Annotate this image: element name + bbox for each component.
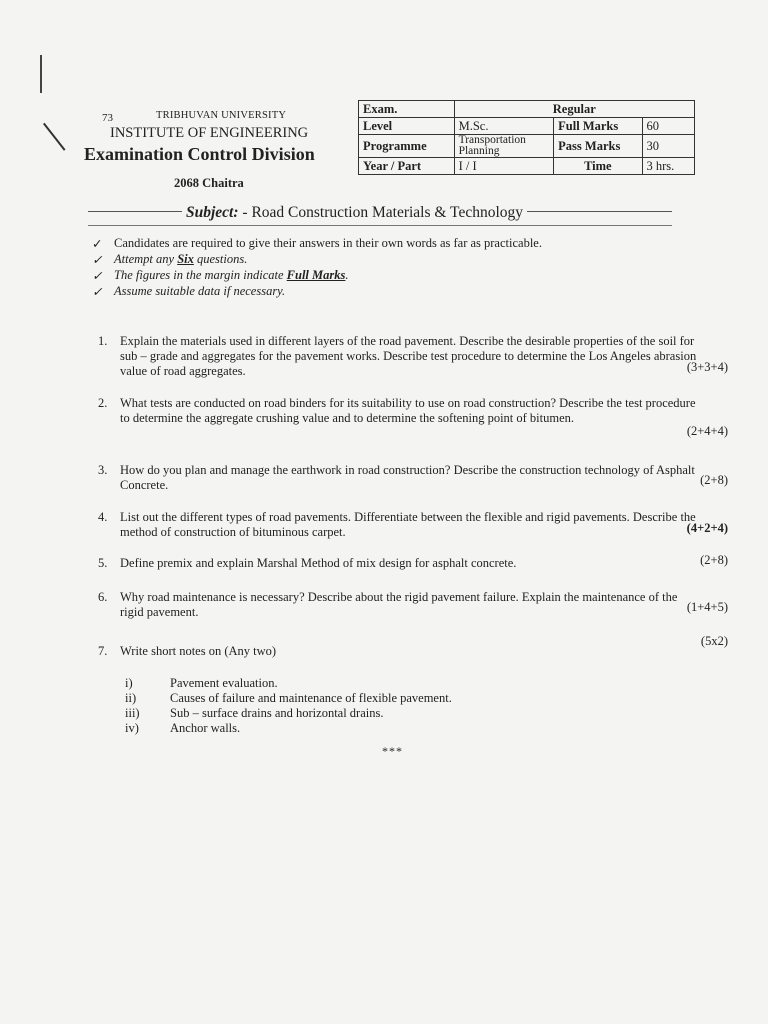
pen-mark-vertical — [40, 55, 42, 93]
programme-value-line1: Transportation — [458, 134, 526, 146]
programme-label: Programme — [359, 135, 455, 158]
exam-info-table — [358, 100, 695, 175]
exam-label: Exam. — [359, 101, 455, 118]
marks: (2+8) — [700, 553, 728, 567]
year-part-label: Year / Part — [359, 158, 455, 175]
marks: (2+4+4) — [686, 424, 728, 438]
marks: (4+2+4) — [686, 521, 728, 535]
end-mark: *** — [382, 744, 403, 758]
marks: (1+4+5) — [686, 600, 728, 614]
time-label: Time — [554, 158, 642, 175]
marks: (2+8) — [700, 473, 728, 487]
exam-year: 2068 Chaitra — [174, 176, 244, 190]
programme-value-line2: Planning — [458, 145, 500, 157]
pass-marks-value: 30 — [642, 135, 695, 158]
check-icon: ✓ — [92, 285, 103, 299]
pen-mark-slash — [43, 123, 65, 151]
programme-value — [454, 135, 554, 158]
subject-label: Subject: — [186, 204, 239, 221]
university-name: TRIBHUVAN UNIVERSITY — [156, 110, 287, 121]
marks: (3+3+4) — [686, 360, 728, 374]
exam-paper: 73 TRIBHUVAN UNIVERSITY INSTITUTE OF ENGINEERING Examination Control Division 2068 Chaitra Exam. Regular Level M.Sc. Full Marks 60 Programme Transportation Planning Pass Marks 30 Year / Part I / I Time 3 hrs. Subject: - Road Construction Materials & Technology ✓ Candidates are required to give their answers in their own words as far as practicable. ✓ Attempt any Six questions. ✓ The figures in the margin indicate Full Marks. ✓ Assume suitable data if necessary. 1. Explain the materials used in different layers of the road pavement. Describe the desirable properties of the soil for sub – grade and aggregates for the pavement works. Describe test procedure to determine the Los Angeles abrasion value of road aggregates. (3+3+4) 2. What tests are conducted on road binders for its suitability to use on road construction? Describe the test procedure to determine the aggregate crushing value and to determine the softening point of bitumen. (2+4+4) 3. How do you plan and manage the earthwork in road construction? Describe the construction technology of Asphalt Concrete. (2+8) 4. List out the different types of road pavements. Differentiate between the flexible and rigid pavements. Describe the method of construction of bituminous carpet. (4+2+4) 5. Define premix and explain Marshal Method of mix design for asphalt concrete. (2+8) 6. Why road maintenance is necessary? Describe about the rigid pavement failure. Explain the maintenance of the rigid pavement. (1+4+5) 7. Write short notes on (Any two) (5x2) i) Pavement evaluation. ii) Causes of failure and maintenance of flexible pavement. iii) Sub – surface drains and horizontal drains. iv) Anchor walls. *** — [0, 0, 768, 1024]
exam-value: Regular — [454, 101, 694, 118]
level-value: M.Sc. — [454, 118, 554, 135]
time-value: 3 hrs. — [642, 158, 695, 175]
check-icon: ✓ — [92, 253, 103, 267]
full-marks-value: 60 — [642, 118, 695, 135]
full-marks-label: Full Marks — [554, 118, 642, 135]
pass-marks-label: Pass Marks — [554, 135, 642, 158]
division-name: Examination Control Division — [84, 144, 315, 164]
check-icon: ✓ — [92, 237, 103, 251]
level-label: Level — [359, 118, 455, 135]
paper-code: 73 — [102, 112, 113, 124]
subject-title: - Road Construction Materials & Technology — [242, 204, 524, 221]
check-icon: ✓ — [92, 269, 103, 283]
divider-bottom — [88, 225, 672, 226]
subject-line — [182, 204, 527, 222]
year-part-value: I / I — [454, 158, 554, 175]
institute-name: INSTITUTE OF ENGINEERING — [110, 125, 309, 141]
marks: (5x2) — [700, 634, 728, 648]
